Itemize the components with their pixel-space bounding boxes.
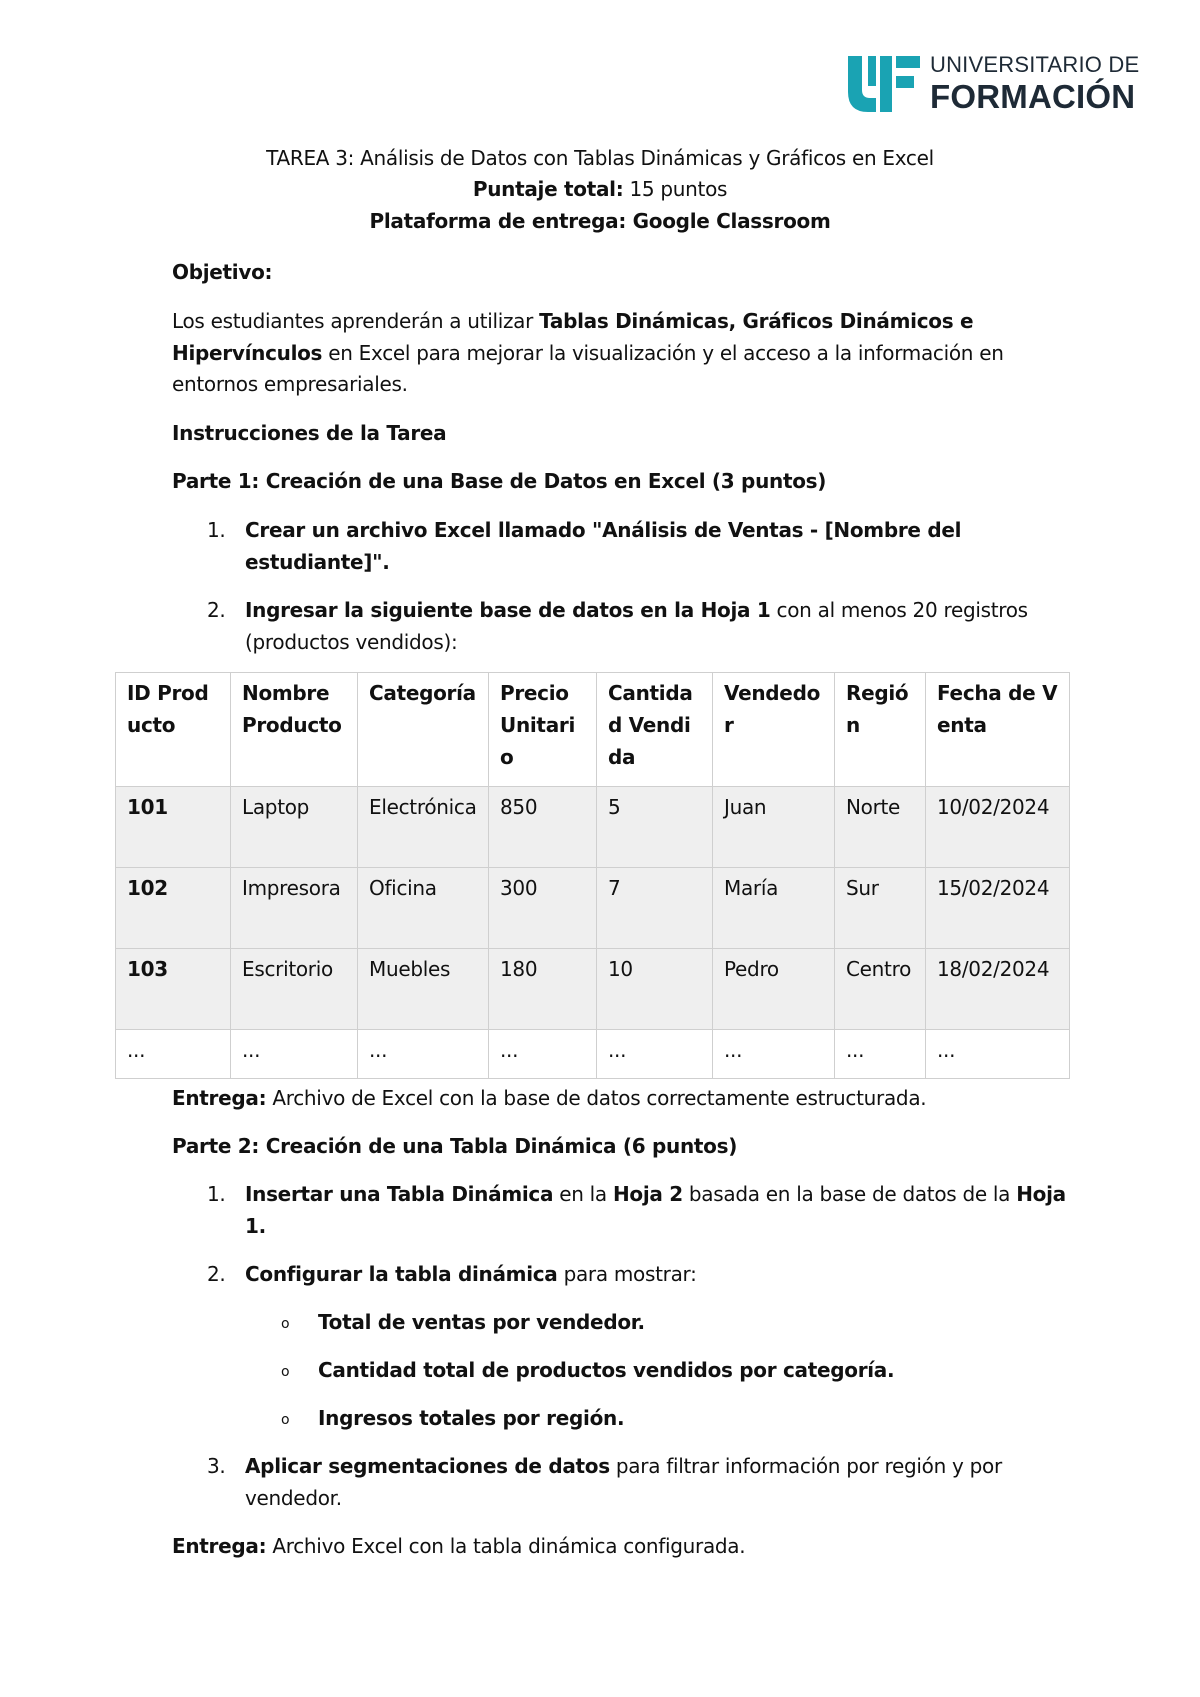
- part2-step1-c: Hoja 2: [612, 1182, 683, 1206]
- bullet-item: Ingresos totales por región.: [318, 1406, 625, 1430]
- header-cell: Precio Unitario: [489, 673, 597, 787]
- header-cell: Fecha de Venta: [926, 673, 1070, 787]
- part2-step3-bold: Aplicar segmentaciones de datos: [245, 1454, 610, 1478]
- table-row: [116, 868, 1070, 949]
- table-row: [116, 787, 1070, 868]
- table-cell: ...: [358, 1030, 489, 1079]
- header-cell: Nombre Producto: [231, 673, 358, 787]
- objective-line-1: [172, 309, 973, 333]
- table-cell: Sur: [835, 868, 926, 949]
- instructions-heading: Instrucciones de la Tarea: [172, 421, 447, 445]
- part1-delivery-label: Entrega:: [172, 1086, 267, 1110]
- logo-line-1: UNIVERSITARIO DE: [930, 52, 1140, 77]
- table-cell: Pedro: [713, 949, 835, 1030]
- part2-step2-line1: [245, 1262, 697, 1286]
- objective-text-1a: Los estudiantes aprenderán a utilizar: [172, 309, 540, 333]
- table-cell: 10/02/2024: [926, 787, 1070, 868]
- title-text: TAREA 3: Análisis de Datos con Tablas Dinámicas y Gráficos en Excel: [266, 146, 934, 170]
- bullet-icon: o: [281, 1316, 290, 1332]
- part2-step1-number: 1.: [207, 1182, 226, 1206]
- table-cell: 103: [116, 949, 231, 1030]
- table-cell: ...: [489, 1030, 597, 1079]
- table-cell: María: [713, 868, 835, 949]
- part1-heading: Parte 1: Creación de una Base de Datos en Excel (3 puntos): [172, 469, 827, 493]
- table-cell: Centro: [835, 949, 926, 1030]
- table-cell: 101: [116, 787, 231, 868]
- uf-logo-icon: [846, 54, 922, 112]
- table-cell: 850: [489, 787, 597, 868]
- objective-heading: Objetivo:: [172, 260, 273, 284]
- table-cell: 180: [489, 949, 597, 1030]
- objective-text-2a: Hipervínculos: [172, 341, 323, 365]
- table-header-row: [116, 673, 1070, 787]
- table-cell: 5: [597, 787, 713, 868]
- header-cell: Vendedor: [713, 673, 835, 787]
- part1-step1-line1: Crear un archivo Excel llamado "Análisis de Ventas - [Nombre del: [245, 518, 962, 542]
- part1-step2-line2: (productos vendidos):: [245, 630, 458, 654]
- table-cell: Norte: [835, 787, 926, 868]
- part1-step2-number: 2.: [207, 598, 226, 622]
- part1-step1-line2: estudiante]".: [245, 550, 390, 574]
- table-cell: 18/02/2024: [926, 949, 1070, 1030]
- score-value: 15 puntos: [629, 177, 728, 201]
- part2-step2-number: 2.: [207, 1262, 226, 1286]
- table-cell: Juan: [713, 787, 835, 868]
- part2-step2-rest: para mostrar:: [557, 1262, 697, 1286]
- table-cell: Escritorio: [231, 949, 358, 1030]
- table-cell: ...: [835, 1030, 926, 1079]
- part1-delivery-text: Archivo de Excel con la base de datos correctamente estructurada.: [266, 1086, 927, 1110]
- table-cell: Electrónica: [358, 787, 489, 868]
- part2-step1-e: Hoja: [1016, 1182, 1066, 1206]
- header-cell: ID Producto: [116, 673, 231, 787]
- part2-delivery-text: Archivo Excel con la tabla dinámica configurada.: [266, 1534, 746, 1558]
- part2-heading: Parte 2: Creación de una Tabla Dinámica (6 puntos): [172, 1134, 738, 1158]
- table-cell: 10: [597, 949, 713, 1030]
- table-cell: ...: [713, 1030, 835, 1079]
- logo-line-2: FORMACIÓN: [930, 78, 1136, 115]
- header-cell: Región: [835, 673, 926, 787]
- document-title: [100, 146, 1100, 170]
- table-cell: ...: [116, 1030, 231, 1079]
- university-logo: [846, 50, 1146, 114]
- table-cell: ...: [926, 1030, 1070, 1079]
- part2-step3-line2: vendedor.: [245, 1486, 342, 1510]
- part1-step2-rest: con al menos 20 registros: [770, 598, 1028, 622]
- table-cell: Impresora: [231, 868, 358, 949]
- part1-step1-number: 1.: [207, 518, 226, 542]
- part1-step2-line1: [245, 598, 1028, 622]
- part1-step2-bold: Ingresar la siguiente base de datos en la Hoja 1: [245, 598, 771, 622]
- sales-table: [115, 672, 1070, 1079]
- header-cell: Categoría: [358, 673, 489, 787]
- part2-step1-a: Insertar una Tabla Dinámica: [245, 1182, 554, 1206]
- objective-line-2: [172, 341, 1004, 365]
- part2-step2-bold: Configurar la tabla dinámica: [245, 1262, 558, 1286]
- table-cell: ...: [597, 1030, 713, 1079]
- part2-step3-number: 3.: [207, 1454, 226, 1478]
- score-label: Puntaje total:: [472, 177, 624, 201]
- table-cell: ...: [231, 1030, 358, 1079]
- table-cell: Laptop: [231, 787, 358, 868]
- table-cell: Muebles: [358, 949, 489, 1030]
- table-cell: 102: [116, 868, 231, 949]
- table-row: [116, 949, 1070, 1030]
- part2-delivery: [172, 1534, 745, 1558]
- part2-step1-line1: [245, 1182, 1066, 1206]
- bullet-icon: o: [281, 1364, 290, 1380]
- table-cell: 300: [489, 868, 597, 949]
- score-line: [100, 177, 1100, 201]
- bullet-item: Total de ventas por vendedor.: [318, 1310, 645, 1334]
- part2-step1-line2: 1.: [245, 1214, 266, 1238]
- objective-text-2b: en Excel para mejorar la visualización y el acceso a la información en: [322, 341, 1004, 365]
- header-cell: Cantidad Vendida: [597, 673, 713, 787]
- table-cell: Oficina: [358, 868, 489, 949]
- objective-text-1b: Tablas Dinámicas, Gráficos Dinámicos e: [539, 309, 974, 333]
- table-cell: 7: [597, 868, 713, 949]
- part2-step1-b: en la: [553, 1182, 613, 1206]
- table-cell: 15/02/2024: [926, 868, 1070, 949]
- part2-delivery-label: Entrega:: [172, 1534, 267, 1558]
- part1-delivery: [172, 1086, 926, 1110]
- platform-line: Plataforma de entrega: Google Classroom: [369, 209, 831, 233]
- objective-line-3: entornos empresariales.: [172, 372, 408, 396]
- part2-step1-d: basada en la base de datos de la: [682, 1182, 1017, 1206]
- bullet-icon: o: [281, 1412, 290, 1428]
- bullet-item: Cantidad total de productos vendidos por categoría.: [318, 1358, 895, 1382]
- part2-step3-rest: para filtrar información por región y por: [609, 1454, 1002, 1478]
- part2-step3-line1: [245, 1454, 1002, 1478]
- table-row: [116, 1030, 1070, 1079]
